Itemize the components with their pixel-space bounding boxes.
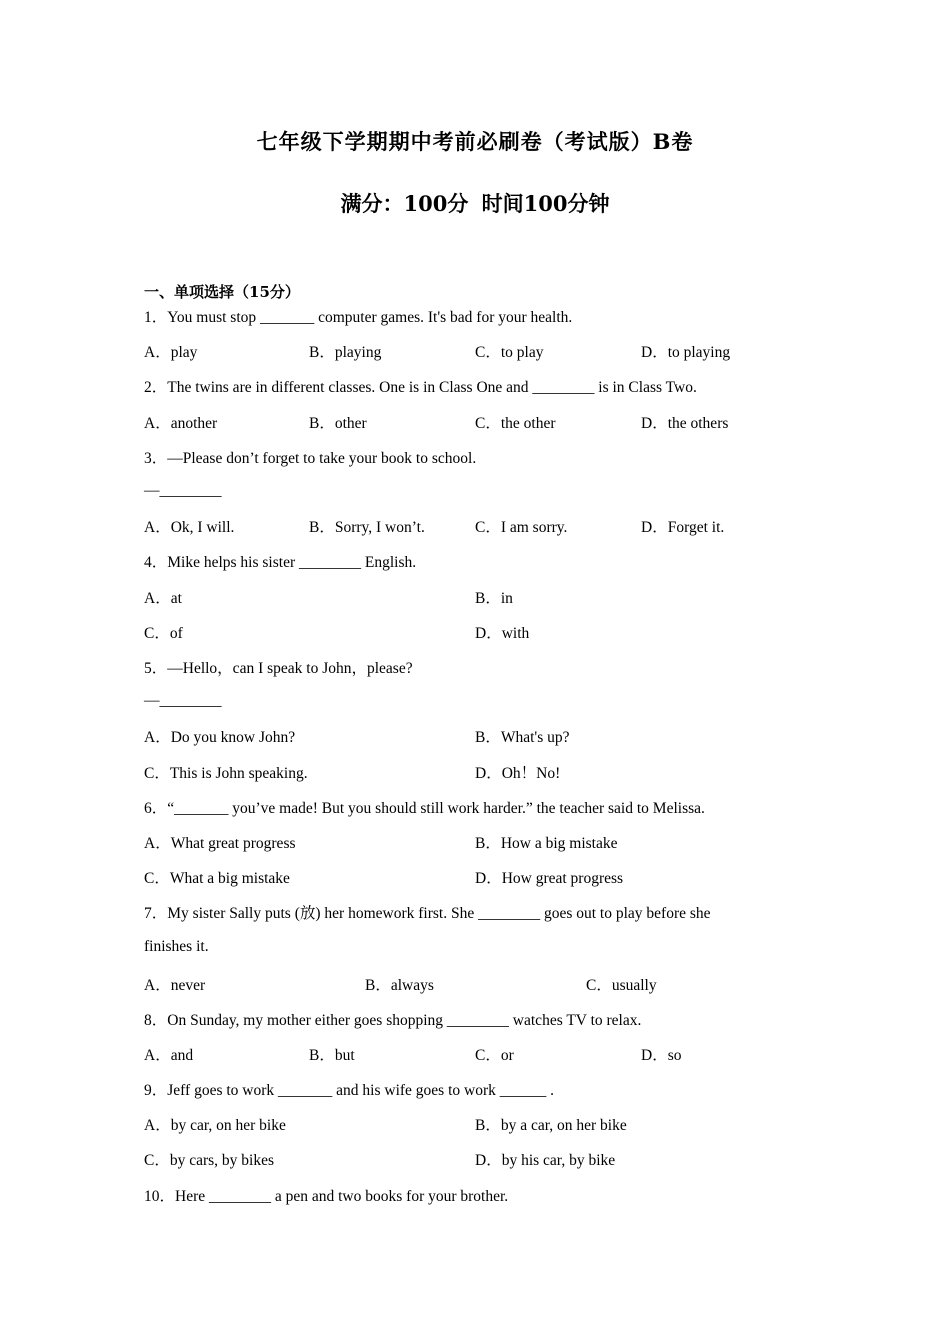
exam-info: 满分：100分 时间100分钟 [340, 191, 610, 216]
q4-option-b: B．in [475, 590, 513, 607]
q7-option-a: A．never [144, 977, 206, 994]
q2-option-d: D．the others [641, 415, 729, 432]
question-7-continued: finishes it. [144, 938, 209, 955]
q9-option-b: B．by a car, on her bike [475, 1117, 627, 1134]
q2-option-b: B．other [309, 415, 367, 432]
q2-option-a: A．another [144, 415, 218, 432]
q5-option-a: A．Do you know John? [144, 729, 296, 746]
q7-option-c: C．usually [586, 977, 657, 994]
question-1: 1．You must stop _______ computer games. It's bad for your health. [144, 309, 573, 326]
question-5-reply: —________ [144, 692, 222, 709]
q8-option-b: B．but [309, 1047, 355, 1064]
q1-option-d: D．to playing [641, 344, 731, 361]
q6-option-b: B．How a big mistake [475, 835, 618, 852]
q6-option-a: A．What great progress [144, 835, 296, 852]
q8-option-c: C．or [475, 1047, 514, 1064]
question-9: 9．Jeff goes to work _______ and his wife goes to work ______ . [144, 1082, 554, 1099]
question-4: 4．Mike helps his sister ________ English. [144, 554, 417, 571]
q2-option-c: C．the other [475, 415, 556, 432]
q5-option-b: B．What's up? [475, 729, 570, 746]
question-10: 10．Here ________ a pen and two books for your brother. [144, 1188, 509, 1205]
section-heading: 一、单项选择（15分） [144, 283, 300, 301]
q3-option-b: B．Sorry, I won’t. [309, 519, 425, 536]
q9-option-d: D．by his car, by bike [475, 1152, 616, 1169]
question-8: 8．On Sunday, my mother either goes shopping ________ watches TV to relax. [144, 1012, 642, 1029]
q3-option-c: C．I am sorry. [475, 519, 568, 536]
q9-option-c: C．by cars, by bikes [144, 1152, 275, 1169]
q5-option-d: D．Oh！No! [475, 765, 561, 782]
q3-option-a: A．Ok, I will. [144, 519, 235, 536]
q4-option-c: C．of [144, 625, 183, 642]
q1-option-a: A．play [144, 344, 198, 361]
q3-option-d: D．Forget it. [641, 519, 725, 536]
q7-option-b: B．always [365, 977, 434, 994]
question-3: 3．—Please don’t forget to take your book to school. [144, 450, 477, 467]
q4-option-a: A．at [144, 590, 182, 607]
q8-option-d: D．so [641, 1047, 682, 1064]
q4-option-d: D．with [475, 625, 530, 642]
question-2: 2．The twins are in different classes. One is in Class One and ________ is in Class Two. [144, 379, 697, 396]
q5-option-c: C．This is John speaking. [144, 765, 308, 782]
q1-option-b: B．playing [309, 344, 382, 361]
page-title: 七年级下学期期中考前必刷卷（考试版）B卷 [256, 129, 694, 154]
question-5: 5．—Hello，can I speak to John，please? [144, 660, 413, 677]
question-6: 6．“_______ you’ve made! But you should still work harder.” the teacher said to Melissa. [144, 800, 705, 817]
q1-option-c: C．to play [475, 344, 544, 361]
q9-option-a: A．by car, on her bike [144, 1117, 286, 1134]
q6-option-d: D．How great progress [475, 870, 624, 887]
question-3-reply: —________ [144, 482, 222, 499]
q6-option-c: C．What a big mistake [144, 870, 290, 887]
q8-option-a: A．and [144, 1047, 194, 1064]
question-7: 7．My sister Sally puts (放) her homework first. She ________ goes out to play before she [144, 905, 711, 922]
